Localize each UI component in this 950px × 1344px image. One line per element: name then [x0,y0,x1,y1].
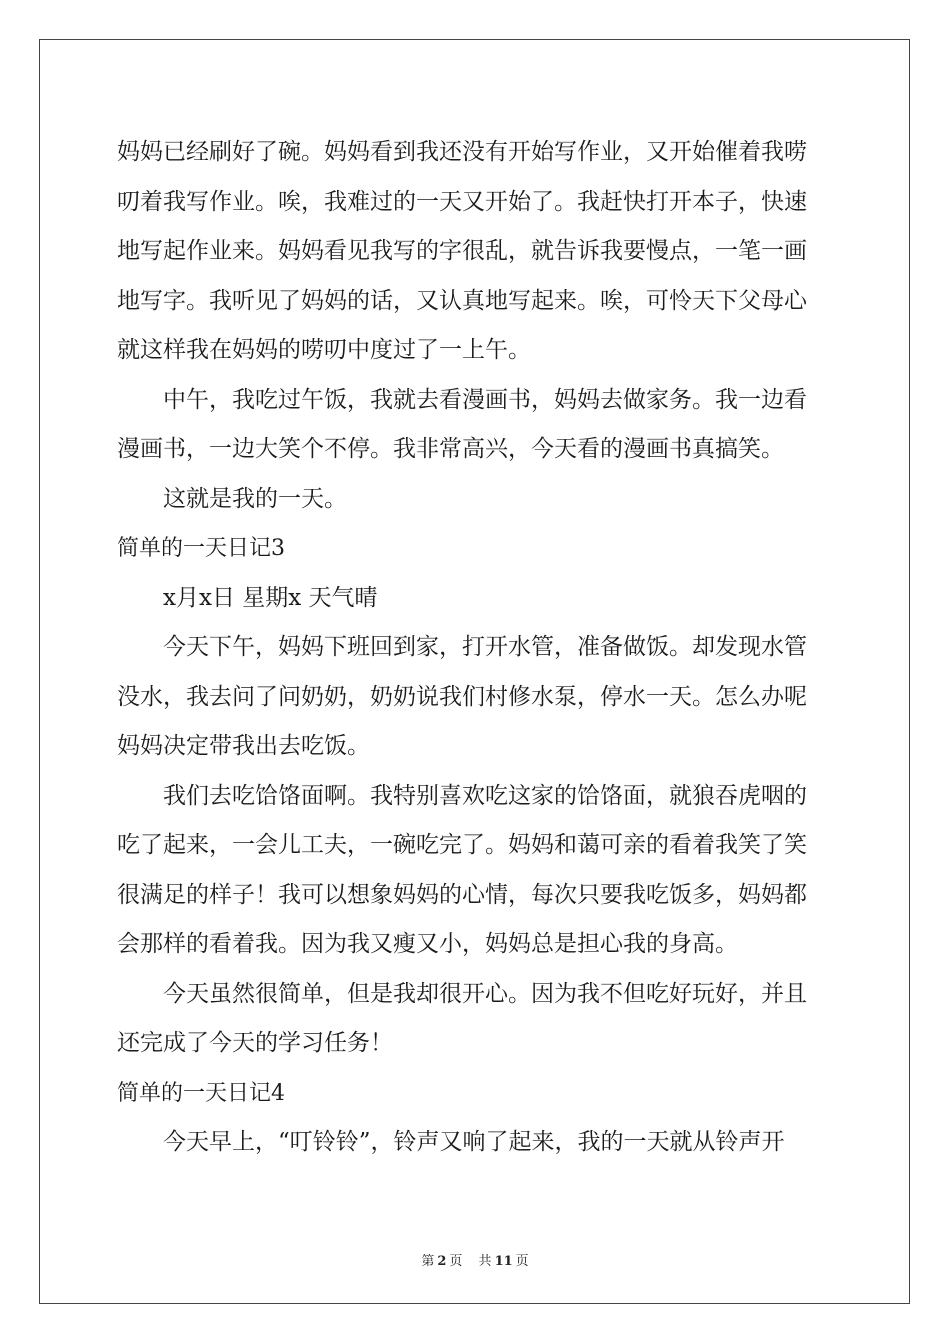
text-line: 妈妈已经刷好了碗。妈妈看到我还没有开始写作业，又开始催着我唠 [117,139,807,165]
text-line: 中午，我吃过午饭，我就去看漫画书，妈妈去做家务。我一边看 [163,386,807,413]
text-line: 会那样的看着我。因为我又瘦又小，妈妈总是担心我的身高。 [117,931,738,957]
text-line: 地写起作业来。妈妈看见我写的字很乱，就告诉我要慢点，一笔一画 [117,238,807,264]
text-line: 这就是我的一天。 [163,485,347,512]
text-line: 今天早上，“叮铃铃”，铃声又响了起来，我的一天就从铃声开 [163,1129,785,1155]
text-line: 今天下午，妈妈下班回到家，打开水管，准备做饭。却发现水管 [163,634,807,660]
text-line: 很满足的样子！我可以想象妈妈的心情，每次只要我吃饭多，妈妈都 [117,881,807,908]
total-pages: 11 [494,1254,513,1269]
text-line: 就这样我在妈妈的唠叨中度过了一上午。 [117,337,531,363]
text-line: 今天虽然很简单，但是我却很开心。因为我不但吃好玩好，并且 [163,980,807,1007]
page-suffix: 页 [449,1254,463,1269]
total-indicator [476,1254,532,1269]
text-line: 吃了起来，一会儿工夫，一碗吃完了。妈妈和蔼可亲的看着我笑了笑 [117,832,807,858]
section-heading: 简单的一天日记3 [117,536,285,561]
page-number: 2 [437,1254,447,1269]
text-line: 还完成了今天的学习任务！ [117,1030,393,1056]
page-prefix: 第 [421,1254,435,1269]
section-heading: 简单的一天日记4 [117,1080,285,1106]
text-line: 叨着我写作业。唉，我难过的一天又开始了。我赶快打开本子，快速 [117,188,807,215]
text-line: 地写字。我听见了妈妈的话，又认真地写起来。唉，可怜天下父母心 [117,287,807,314]
page-footer [0,1250,950,1269]
total-prefix: 共 [478,1254,492,1269]
text-line: 妈妈决定带我出去吃饭。 [117,733,370,759]
page-indicator [418,1254,465,1269]
document-body [117,128,833,1168]
text-line: 没水，我去问了问奶奶，奶奶说我们村修水泵，停水一天。怎么办呢 [117,683,807,710]
text-line: 漫画书，一边大笑个不停。我非常高兴，今天看的漫画书真搞笑。 [117,436,784,462]
date-line: x月x日 星期x 天气晴 [163,584,378,611]
total-suffix: 页 [515,1254,529,1269]
text-line: 我们去吃饸饹面啊。我特别喜欢吃这家的饸饹面，就狼吞虎咽的 [163,782,807,809]
